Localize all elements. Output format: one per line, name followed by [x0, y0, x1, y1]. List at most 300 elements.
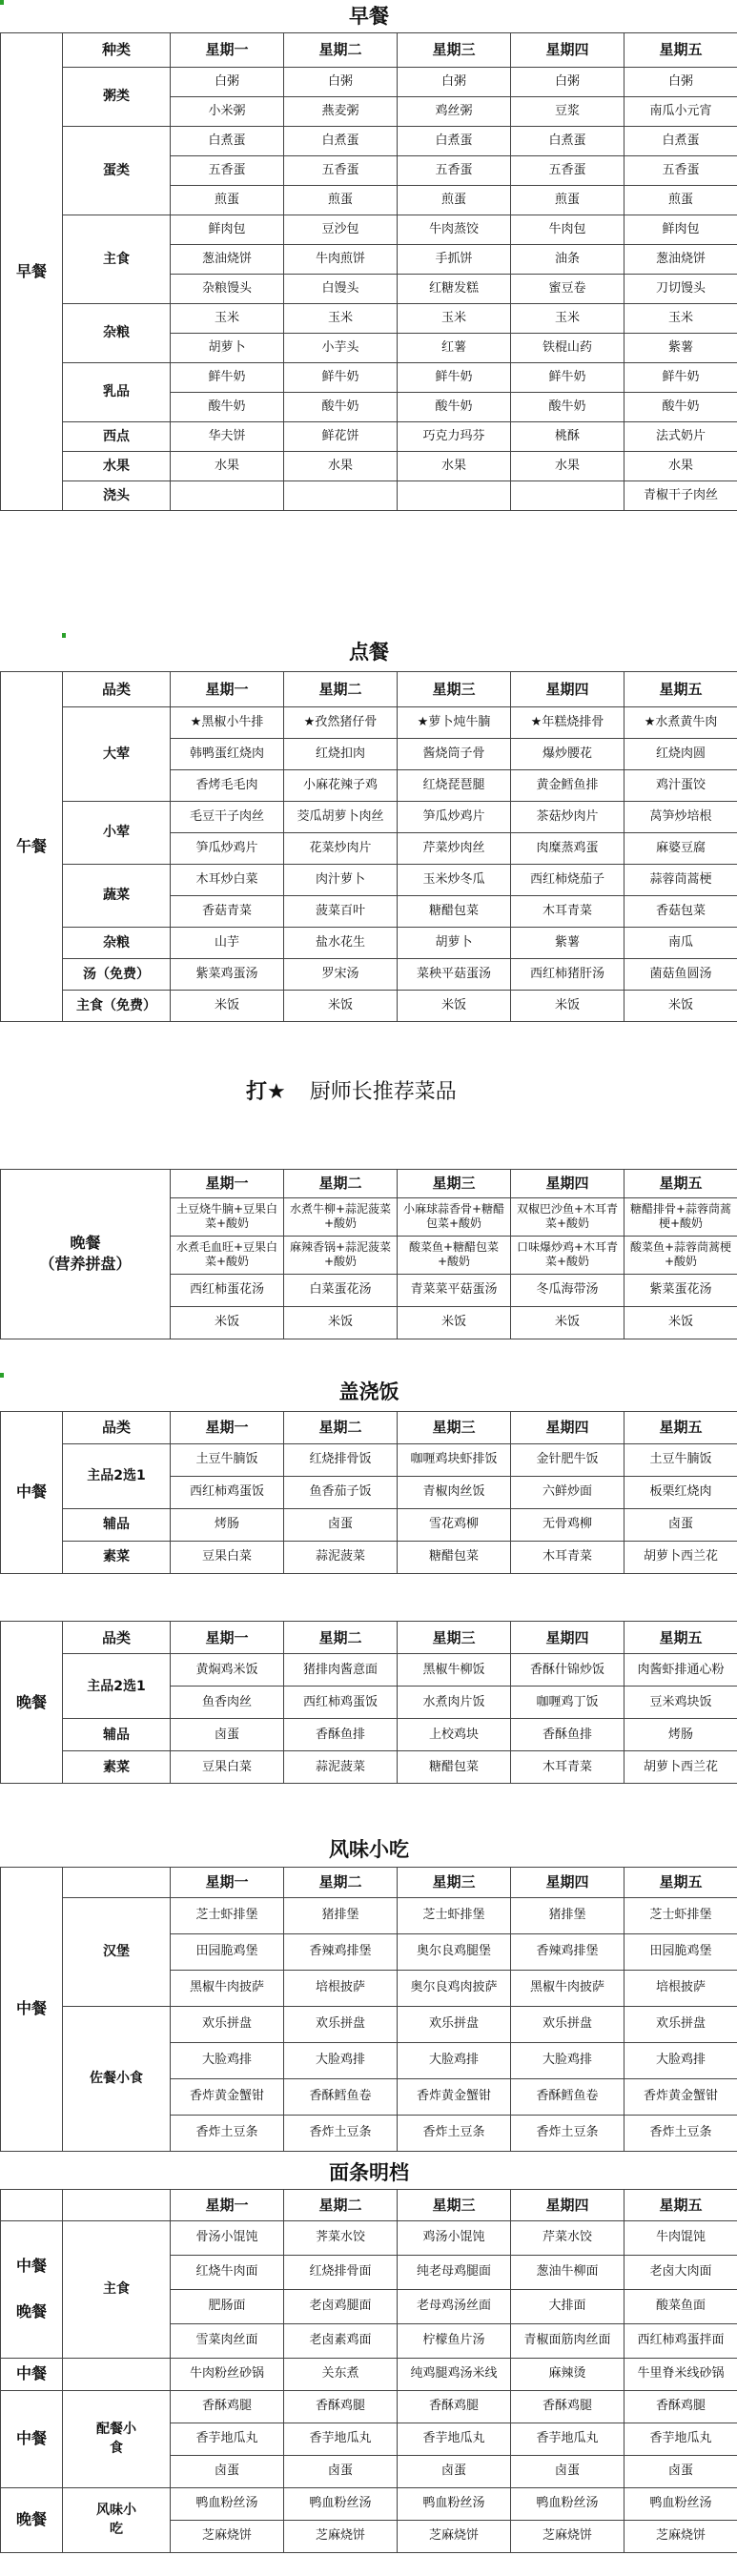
- menu-item: 白粥: [624, 67, 737, 96]
- header-category-label: 品类: [63, 1622, 171, 1654]
- menu-item: 大脸鸡排: [398, 2042, 511, 2078]
- header-weekday: 星期四: [511, 1622, 624, 1654]
- category-label: 辅品: [63, 1508, 171, 1541]
- menu-item: 酸牛奶: [398, 392, 511, 421]
- menu-item: 土豆烧牛腩+豆果白菜+酸奶: [171, 1197, 284, 1236]
- menu-item: 杂粮馒头: [171, 274, 284, 303]
- menu-item: 笋瓜炒鸡片: [398, 801, 511, 832]
- rice-bowl-dinner-table: [0, 1621, 737, 1784]
- dinner-set-table: [0, 1135, 737, 1339]
- table-row: [1, 1832, 737, 1867]
- blank-cell: [63, 2358, 171, 2390]
- menu-item: 香酥鸡腿: [511, 2390, 624, 2423]
- menu-item: 关东煮: [284, 2358, 398, 2390]
- blank-cell: [1, 2189, 63, 2220]
- meal-label-line1: 晚餐: [70, 1234, 101, 1252]
- menu-item: 卤蛋: [171, 2455, 284, 2487]
- menu-item: 米饭: [398, 1306, 511, 1339]
- menu-item: 鸡丝粥: [398, 96, 511, 126]
- menu-item: 山芋: [171, 927, 284, 958]
- menu-item: 红烧肉圆: [624, 738, 737, 769]
- table-row: [1, 706, 737, 738]
- menu-item: 卤蛋: [624, 2455, 737, 2487]
- section-title: 早餐: [1, 0, 737, 32]
- section-title: 点餐: [1, 633, 737, 671]
- menu-item: 玉米: [624, 303, 737, 333]
- table-row: [1, 67, 737, 96]
- table-row: [1, 1751, 737, 1784]
- menu-item: 香炸土豆条: [398, 2115, 511, 2151]
- menu-item: 田园脆鸡堡: [624, 1933, 737, 1970]
- table-row: [1, 958, 737, 990]
- menu-item: 香酥鸡腿: [398, 2390, 511, 2423]
- menu-item: 牛肉粉丝砂锅: [171, 2358, 284, 2390]
- menu-item: 水煮牛柳+蒜泥菠菜+酸奶: [284, 1197, 398, 1236]
- category-label: 杂粮: [63, 303, 171, 362]
- menu-item: 蒜泥菠菜: [284, 1751, 398, 1784]
- menu-item: 板栗红烧肉: [624, 1476, 737, 1508]
- menu-item: 爆炒腰花: [511, 738, 624, 769]
- menu-item: 鸭血粉丝汤: [171, 2487, 284, 2520]
- menu-item: 猪排堡: [284, 1897, 398, 1933]
- menu-item: 米饭: [171, 990, 284, 1021]
- menu-item: 煎蛋: [511, 185, 624, 215]
- menu-item: 麻婆豆腐: [624, 832, 737, 864]
- menu-item: 香酥鱼排: [284, 1719, 398, 1751]
- menu-item: 老卤素鸡面: [284, 2323, 398, 2358]
- menu-item: 大脸鸡排: [624, 2042, 737, 2078]
- header-weekday: 星期五: [624, 1867, 737, 1897]
- menu-item: 米饭: [511, 1306, 624, 1339]
- menu-item: 香芋地瓜丸: [624, 2423, 737, 2455]
- menu-item: 小米粥: [171, 96, 284, 126]
- noodles-table: [0, 2157, 737, 2553]
- menu-item: [511, 480, 624, 510]
- menu-item: 油条: [511, 244, 624, 274]
- menu-item: 胡萝卜西兰花: [624, 1751, 737, 1784]
- table-row: [1, 1169, 737, 1197]
- menu-item: 笋瓜炒鸡片: [171, 832, 284, 864]
- menu-item: 香炸土豆条: [511, 2115, 624, 2151]
- menu-item: 桃酥: [511, 421, 624, 451]
- menu-item: 白菜蛋花汤: [284, 1274, 398, 1306]
- meal-label: 中餐: [1, 1867, 63, 2151]
- menu-item: 鲜牛奶: [284, 362, 398, 392]
- meal-label: [1, 2220, 63, 2358]
- menu-item: 铁棍山药: [511, 333, 624, 362]
- menu-item: 煎蛋: [624, 185, 737, 215]
- header-weekday: 星期二: [284, 671, 398, 706]
- menu-item: 欢乐拼盘: [171, 2006, 284, 2042]
- meal-label: [1, 1169, 171, 1339]
- menu-item: 巧克力玛芬: [398, 421, 511, 451]
- category-label: 风味小吃: [63, 2487, 171, 2552]
- menu-item: 玉米: [284, 303, 398, 333]
- menu-item: 肉糜蒸鸡蛋: [511, 832, 624, 864]
- menu-item: 香酥鳕鱼卷: [284, 2078, 398, 2115]
- menu-item: 鲜肉包: [624, 215, 737, 244]
- menu-item: 牛肉煎饼: [284, 244, 398, 274]
- menu-item: 法式奶片: [624, 421, 737, 451]
- menu-item: 米饭: [284, 990, 398, 1021]
- header-weekday: 星期二: [284, 1169, 398, 1197]
- category-label: 配餐小食: [63, 2390, 171, 2487]
- header-weekday: 星期四: [511, 32, 624, 67]
- menu-item: 米饭: [284, 1306, 398, 1339]
- menu-item: 麻辣香锅+蒜泥菠菜+酸奶: [284, 1236, 398, 1274]
- menu-item: 玉米炒冬瓜: [398, 864, 511, 895]
- menu-item: 卤蛋: [624, 1508, 737, 1541]
- menu-item: 鸭血粉丝汤: [284, 2487, 398, 2520]
- category-label: 蔬菜: [63, 864, 171, 927]
- menu-item: 鸡汤小馄饨: [398, 2220, 511, 2255]
- menu-item: 米饭: [624, 1306, 737, 1339]
- menu-item: 韩鸭蛋红烧肉: [171, 738, 284, 769]
- menu-item: 香炸土豆条: [284, 2115, 398, 2151]
- menu-item: 毛豆干子肉丝: [171, 801, 284, 832]
- menu-item: 木耳青菜: [511, 895, 624, 927]
- category-label: 小荤: [63, 801, 171, 864]
- header-category-label: [63, 2189, 171, 2220]
- meal-label: 早餐: [1, 32, 63, 510]
- menu-item: 香酥什锦炒饭: [511, 1654, 624, 1687]
- menu-item: 玉米: [171, 303, 284, 333]
- menu-item: 莴笋炒培根: [624, 801, 737, 832]
- menu-item: 雪花鸡柳: [398, 1508, 511, 1541]
- menu-item: 大排面: [511, 2289, 624, 2323]
- header-weekday: 星期一: [171, 1411, 284, 1443]
- category-label: 主食: [63, 215, 171, 303]
- table-row: [1, 633, 737, 671]
- menu-item: [171, 480, 284, 510]
- menu-item: 蒜蓉茼蒿梗: [624, 864, 737, 895]
- category-label: 汤（免费）: [63, 958, 171, 990]
- menu-item: 卤蛋: [284, 2455, 398, 2487]
- menu-item: 水煮肉片饭: [398, 1687, 511, 1719]
- menu-item: 红糖发糕: [398, 274, 511, 303]
- table-row: [1, 32, 737, 67]
- menu-item: 木耳青菜: [511, 1541, 624, 1573]
- menu-item: 西红柿鸡蛋饭: [284, 1687, 398, 1719]
- menu-item: 南瓜: [624, 927, 737, 958]
- menu-item: 鸭血粉丝汤: [511, 2487, 624, 2520]
- header-weekday: 星期三: [398, 1411, 511, 1443]
- menu-item: 米饭: [398, 990, 511, 1021]
- menu-item: 芝士虾排堡: [624, 1897, 737, 1933]
- menu-item: 骨汤小馄饨: [171, 2220, 284, 2255]
- menu-item: 香辣鸡排堡: [284, 1933, 398, 1970]
- menu-item: 欢乐拼盘: [284, 2006, 398, 2042]
- menu-item: 玉米: [398, 303, 511, 333]
- menu-item: 葱油牛柳面: [511, 2255, 624, 2289]
- menu-item: 柠檬鱼片汤: [398, 2323, 511, 2358]
- menu-item: 鲜牛奶: [511, 362, 624, 392]
- menu-item: 芝麻烧饼: [624, 2520, 737, 2552]
- order-table: [0, 633, 737, 1022]
- header-weekday: 星期三: [398, 2189, 511, 2220]
- menu-item: 牛肉包: [511, 215, 624, 244]
- menu-item: 猪排堡: [511, 1897, 624, 1933]
- menu-item: 五香蛋: [511, 155, 624, 185]
- category-label: 大荤: [63, 706, 171, 801]
- menu-item: 蜜豆卷: [511, 274, 624, 303]
- menu-item: 纯老母鸡腿面: [398, 2255, 511, 2289]
- menu-item: 纯鸡腿鸡汤米线: [398, 2358, 511, 2390]
- meal-label: 晚餐: [1, 1622, 63, 1784]
- menu-item: 罗宋汤: [284, 958, 398, 990]
- menu-item: 煎蛋: [398, 185, 511, 215]
- menu-item: 酱烧筒子骨: [398, 738, 511, 769]
- table-row: [1, 1135, 737, 1169]
- header-weekday: 星期四: [511, 1867, 624, 1897]
- category-label: 浇头: [63, 480, 171, 510]
- menu-item: 口味爆炒鸡+木耳青菜+酸奶: [511, 1236, 624, 1274]
- menu-item: 香炸土豆条: [624, 2115, 737, 2151]
- category-label: 素菜: [63, 1751, 171, 1784]
- menu-item: 手抓饼: [398, 244, 511, 274]
- header-weekday: 星期五: [624, 2189, 737, 2220]
- menu-item: 豆浆: [511, 96, 624, 126]
- header-weekday: 星期一: [171, 1867, 284, 1897]
- header-weekday: 星期一: [171, 671, 284, 706]
- menu-item: 紫菜蛋花汤: [624, 1274, 737, 1306]
- menu-item: 花菜炒肉片: [284, 832, 398, 864]
- menu-item: 黄焖鸡米饭: [171, 1654, 284, 1687]
- table-row: [1, 215, 737, 244]
- snacks-table: [0, 1832, 737, 2152]
- menu-item: 香芋地瓜丸: [511, 2423, 624, 2455]
- table-row: [1, 1541, 737, 1573]
- menu-item: 水果: [624, 451, 737, 480]
- header-weekday: 星期三: [398, 1169, 511, 1197]
- menu-item: 豆沙包: [284, 215, 398, 244]
- menu-item: 烤肠: [171, 1508, 284, 1541]
- menu-item: 红烧排骨饭: [284, 1443, 398, 1476]
- menu-item: 南瓜小元宵: [624, 96, 737, 126]
- header-weekday: 星期五: [624, 1411, 737, 1443]
- menu-item: 茶菇炒肉片: [511, 801, 624, 832]
- menu-item: 五香蛋: [624, 155, 737, 185]
- menu-item: 五香蛋: [284, 155, 398, 185]
- menu-item: 芝士虾排堡: [398, 1897, 511, 1933]
- menu-item: 欢乐拼盘: [398, 2006, 511, 2042]
- menu-item: 米饭: [511, 990, 624, 1021]
- menu-item: 水果: [511, 451, 624, 480]
- menu-item: 荠菜水饺: [284, 2220, 398, 2255]
- menu-item: 上校鸡块: [398, 1719, 511, 1751]
- meal-label-b: 晚餐: [15, 2302, 47, 2320]
- menu-item: 鲜牛奶: [398, 362, 511, 392]
- menu-item: 鲜花饼: [284, 421, 398, 451]
- menu-item: 青椒面筋肉丝面: [511, 2323, 624, 2358]
- menu-item: 酸牛奶: [624, 392, 737, 421]
- table-row: [1, 480, 737, 510]
- category-label: 杂粮: [63, 927, 171, 958]
- menu-item: 水煮毛血旺+豆果白菜+酸奶: [171, 1236, 284, 1274]
- menu-item: 酸牛奶: [171, 392, 284, 421]
- header-weekday: 星期五: [624, 1622, 737, 1654]
- header-weekday: 星期五: [624, 671, 737, 706]
- menu-item: 胡萝卜: [398, 927, 511, 958]
- menu-item: 卤蛋: [171, 1719, 284, 1751]
- section-title: 面条明档: [1, 2157, 737, 2189]
- header-weekday: 星期三: [398, 32, 511, 67]
- menu-item: 香芋地瓜丸: [171, 2423, 284, 2455]
- menu-item: 五香蛋: [398, 155, 511, 185]
- menu-item: 胡萝卜西兰花: [624, 1541, 737, 1573]
- menu-item: 芝麻烧饼: [398, 2520, 511, 2552]
- menu-item: 无骨鸡柳: [511, 1508, 624, 1541]
- header-weekday: 星期二: [284, 1411, 398, 1443]
- menu-item: 奥尔良鸡肉披萨: [398, 1970, 511, 2006]
- menu-item: 酸牛奶: [284, 392, 398, 421]
- header-weekday: 星期一: [171, 2189, 284, 2220]
- header-weekday: 星期四: [511, 1411, 624, 1443]
- menu-item: 红烧琵琶腿: [398, 769, 511, 801]
- menu-item: 木耳炒白菜: [171, 864, 284, 895]
- table-row: [1, 2006, 737, 2042]
- category-label: 佐餐小食: [63, 2006, 171, 2151]
- menu-item: 大脸鸡排: [511, 2042, 624, 2078]
- menu-item: 老卤大肉面: [624, 2255, 737, 2289]
- menu-item: 煎蛋: [284, 185, 398, 215]
- category-label: 乳品: [63, 362, 171, 421]
- menu-item: 西红柿蛋花汤: [171, 1274, 284, 1306]
- header-weekday: 星期二: [284, 1622, 398, 1654]
- table-row: [1, 362, 737, 392]
- menu-item: ★水煮黄牛肉: [624, 706, 737, 738]
- menu-item: 水果: [284, 451, 398, 480]
- menu-item: 白煮蛋: [511, 126, 624, 155]
- menu-item: 青椒肉丝饭: [398, 1476, 511, 1508]
- menu-item: 六鲜炒面: [511, 1476, 624, 1508]
- menu-item: 木耳青菜: [511, 1751, 624, 1784]
- menu-item: 鱼香肉丝: [171, 1687, 284, 1719]
- meal-label-line2: （营养拼盘）: [39, 1255, 132, 1273]
- menu-item: 鸭血粉丝汤: [398, 2487, 511, 2520]
- menu-item: 香芋地瓜丸: [398, 2423, 511, 2455]
- menu-item: 培根披萨: [624, 1970, 737, 2006]
- menu-item: 白粥: [511, 67, 624, 96]
- menu-item: 香酥鸡腿: [624, 2390, 737, 2423]
- category-label: 粥类: [63, 67, 171, 126]
- table-row: [1, 421, 737, 451]
- table-row: [1, 451, 737, 480]
- menu-item: 茭瓜胡萝卜肉丝: [284, 801, 398, 832]
- table-row: [1, 1654, 737, 1687]
- header-weekday: 星期三: [398, 671, 511, 706]
- menu-item: 鲜牛奶: [624, 362, 737, 392]
- menu-item: 五香蛋: [171, 155, 284, 185]
- category-label: 主食（免费）: [63, 990, 171, 1021]
- menu-item: 酸菜鱼+蒜蓉茼蒿梗+酸奶: [624, 1236, 737, 1274]
- menu-item: 鸭血粉丝汤: [624, 2487, 737, 2520]
- menu-item: 蒜泥菠菜: [284, 1541, 398, 1573]
- header-category-label: 品类: [63, 671, 171, 706]
- section-title: 盖浇饭: [1, 1373, 737, 1411]
- menu-item: 糖醋排骨+蒜蓉茼蒿梗+酸奶: [624, 1197, 737, 1236]
- menu-item: 奥尔良鸡腿堡: [398, 1933, 511, 1970]
- rice-bowl-lunch-table: [0, 1373, 737, 1574]
- menu-item: 芝麻烧饼: [171, 2520, 284, 2552]
- meal-label: 晚餐: [1, 2487, 63, 2552]
- menu-item: 青椒干子肉丝: [624, 480, 737, 510]
- menu-item: ★萝卜炖牛腩: [398, 706, 511, 738]
- category-label: 辅品: [63, 1719, 171, 1751]
- menu-item: 菌菇鱼圆汤: [624, 958, 737, 990]
- table-row: [1, 1508, 737, 1541]
- menu-item: 咖喱鸡块虾排饭: [398, 1443, 511, 1476]
- menu-item: 华夫饼: [171, 421, 284, 451]
- menu-item: 红烧排骨面: [284, 2255, 398, 2289]
- menu-item: 香炸黄金蟹钳: [171, 2078, 284, 2115]
- menu-item: 香烤毛毛肉: [171, 769, 284, 801]
- category-label: 主品2选1: [63, 1443, 171, 1508]
- menu-item: 香炸黄金蟹钳: [398, 2078, 511, 2115]
- menu-item: 香菇包菜: [624, 895, 737, 927]
- header-weekday: 星期一: [171, 32, 284, 67]
- menu-item: 紫薯: [511, 927, 624, 958]
- menu-item: 西红柿猪肝汤: [511, 958, 624, 990]
- menu-item: 肉汁萝卜: [284, 864, 398, 895]
- menu-item: 红烧扣肉: [284, 738, 398, 769]
- menu-item: 豆果白菜: [171, 1541, 284, 1573]
- menu-item: 田园脆鸡堡: [171, 1933, 284, 1970]
- meal-label: 午餐: [1, 671, 63, 1021]
- menu-item: 香酥鱼排: [511, 1719, 624, 1751]
- menu-item: 酸菜鱼面: [624, 2289, 737, 2323]
- menu-item: 小芋头: [284, 333, 398, 362]
- menu-item: 酸牛奶: [511, 392, 624, 421]
- category-label: 西点: [63, 421, 171, 451]
- menu-item: 红烧牛肉面: [171, 2255, 284, 2289]
- menu-item: 米饭: [624, 990, 737, 1021]
- category-label: 主食: [63, 2220, 171, 2358]
- menu-item: 水果: [398, 451, 511, 480]
- spacer-cell: [1, 1135, 737, 1169]
- table-row: [1, 2358, 737, 2390]
- header-category-label: 种类: [63, 32, 171, 67]
- menu-item: 香辣鸡排堡: [511, 1933, 624, 1970]
- menu-item: 黄金鳕鱼排: [511, 769, 624, 801]
- menu-item: 雪菜肉丝面: [171, 2323, 284, 2358]
- menu-item: 紫薯: [624, 333, 737, 362]
- menu-item: 白煮蛋: [398, 126, 511, 155]
- menu-item: 西红柿鸡蛋拌面: [624, 2323, 737, 2358]
- table-row: [1, 990, 737, 1021]
- category-label: 水果: [63, 451, 171, 480]
- header-weekday: 星期五: [624, 32, 737, 67]
- header-category-label: 品类: [63, 1411, 171, 1443]
- menu-item: 豆米鸡块饭: [624, 1687, 737, 1719]
- table-row: [1, 671, 737, 706]
- table-row: [1, 2189, 737, 2220]
- table-row: [1, 1622, 737, 1654]
- star-mark: 打★: [246, 1080, 286, 1104]
- menu-item: 牛肉蒸饺: [398, 215, 511, 244]
- table-row: [1, 1897, 737, 1933]
- header-weekday: 星期二: [284, 2189, 398, 2220]
- menu-item: 黑椒牛肉披萨: [511, 1970, 624, 2006]
- recommend-note: [246, 1075, 457, 1105]
- menu-item: 大脸鸡排: [171, 2042, 284, 2078]
- table-row: [1, 1443, 737, 1476]
- menu-item: 西红柿烧茄子: [511, 864, 624, 895]
- table-row: [1, 2487, 737, 2520]
- menu-item: 燕麦粥: [284, 96, 398, 126]
- menu-item: [284, 480, 398, 510]
- menu-item: 酸菜鱼+糖醋包菜+酸奶: [398, 1236, 511, 1274]
